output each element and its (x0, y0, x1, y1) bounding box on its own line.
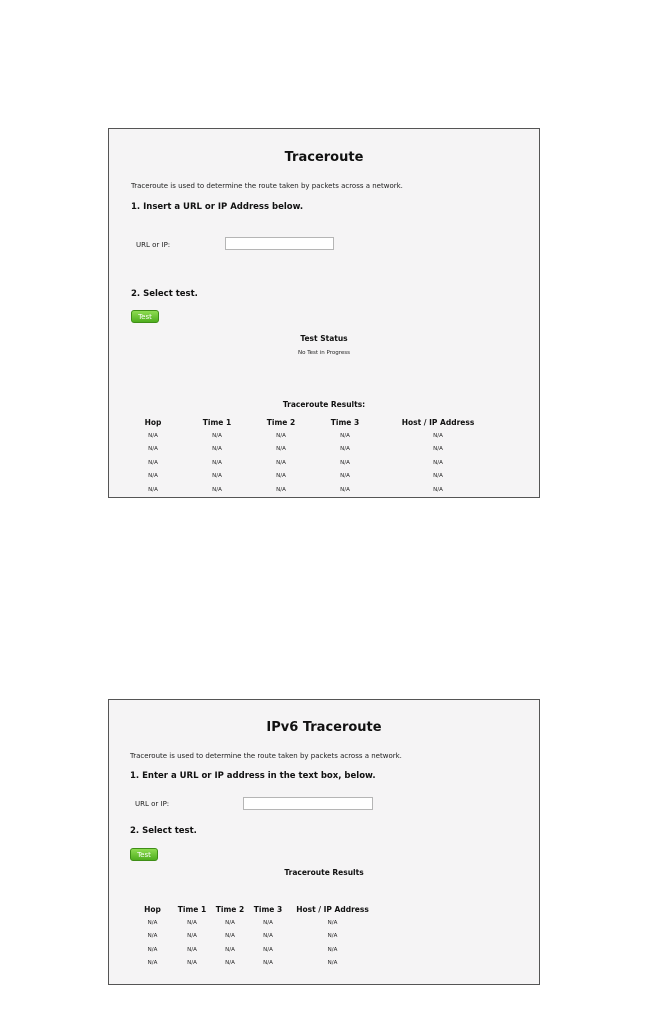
url-label: URL or IP: (136, 241, 171, 249)
traceroute-panel (108, 128, 540, 498)
results-heading: Traceroute Results: (282, 400, 366, 409)
table-cell: N/A (187, 960, 197, 967)
table-cell: N/A (433, 486, 443, 493)
table-row (132, 930, 378, 944)
table-cell: N/A (148, 486, 158, 493)
table-cell: N/A (212, 446, 222, 453)
step-2-heading: 2. Select test. (131, 289, 198, 299)
table-cell: N/A (327, 919, 338, 926)
table-cell: N/A (225, 919, 235, 926)
table-cell: N/A (147, 919, 158, 926)
test-status-heading: Test Status (300, 334, 348, 343)
table-cell: N/A (433, 473, 443, 480)
table-cell: N/A (225, 960, 235, 967)
column-header: Time 3 (330, 417, 360, 427)
table-cell: N/A (276, 486, 286, 493)
table-cell: N/A (147, 960, 158, 967)
test-button[interactable]: Test (131, 310, 159, 323)
table-cell: N/A (225, 933, 235, 940)
table-cell: N/A (147, 933, 158, 940)
table-cell: N/A (276, 446, 286, 453)
table-cell: N/A (212, 486, 222, 493)
table-cell: N/A (433, 432, 443, 439)
results-heading: Traceroute Results (284, 868, 364, 877)
table-cell: N/A (433, 446, 443, 453)
column-header: Host / IP Address (401, 417, 475, 427)
table-row (121, 443, 499, 457)
table-cell: N/A (212, 473, 222, 480)
table-cell: N/A (340, 459, 350, 466)
table-row (121, 456, 499, 470)
column-header: Time 2 (266, 417, 296, 427)
table-cell: N/A (340, 473, 350, 480)
table-row (121, 470, 499, 484)
table-row (132, 916, 378, 930)
table-cell: N/A (147, 946, 158, 953)
results-table (132, 902, 378, 970)
column-header: Hop (144, 904, 161, 914)
page-title: IPv6 Traceroute (266, 720, 382, 735)
column-header: Time 3 (253, 904, 283, 914)
table-cell: N/A (212, 432, 222, 439)
table-cell: N/A (327, 960, 338, 967)
table-cell: N/A (263, 960, 273, 967)
table-cell: N/A (187, 946, 197, 953)
column-header: Host / IP Address (296, 904, 369, 914)
table-row (121, 429, 499, 443)
table-cell: N/A (276, 459, 286, 466)
table-row (132, 957, 378, 971)
url-input[interactable] (225, 237, 334, 250)
table-cell: N/A (148, 473, 158, 480)
test-button[interactable]: Test (130, 848, 158, 861)
url-label: URL or IP: (135, 800, 170, 808)
column-header: Time 1 (202, 417, 232, 427)
table-cell: N/A (225, 946, 235, 953)
table-header-row (132, 902, 378, 916)
step-1-heading: 1. Enter a URL or IP address in the text box, below. (130, 771, 376, 781)
table-cell: N/A (212, 459, 222, 466)
table-cell: N/A (327, 933, 338, 940)
table-cell: N/A (433, 459, 443, 466)
test-status-text: No Test in Progress (297, 350, 351, 356)
table-header-row (121, 415, 499, 429)
results-table (121, 415, 499, 497)
table-cell: N/A (327, 946, 338, 953)
table-cell: N/A (187, 933, 197, 940)
table-cell: N/A (187, 919, 197, 926)
table-cell: N/A (148, 446, 158, 453)
table-cell: N/A (263, 933, 273, 940)
table-cell: N/A (276, 432, 286, 439)
table-row (132, 943, 378, 957)
column-header: Time 1 (177, 904, 207, 914)
table-cell: N/A (148, 459, 158, 466)
description: Traceroute is used to determine the route taken by packets across a network. (130, 752, 402, 760)
table-cell: N/A (340, 446, 350, 453)
column-header: Hop (144, 417, 162, 427)
table-cell: N/A (276, 473, 286, 480)
url-input[interactable] (243, 797, 373, 810)
table-row (121, 483, 499, 497)
table-cell: N/A (148, 432, 158, 439)
ipv6-traceroute-panel (108, 699, 540, 985)
table-cell: N/A (263, 946, 273, 953)
table-cell: N/A (340, 432, 350, 439)
table-cell: N/A (263, 919, 273, 926)
page-title: Traceroute (284, 150, 364, 165)
column-header: Time 2 (215, 904, 245, 914)
step-2-heading: 2. Select test. (130, 826, 197, 836)
step-1-heading: 1. Insert a URL or IP Address below. (131, 202, 304, 212)
description: Traceroute is used to determine the route taken by packets across a network. (131, 182, 403, 190)
table-cell: N/A (340, 486, 350, 493)
